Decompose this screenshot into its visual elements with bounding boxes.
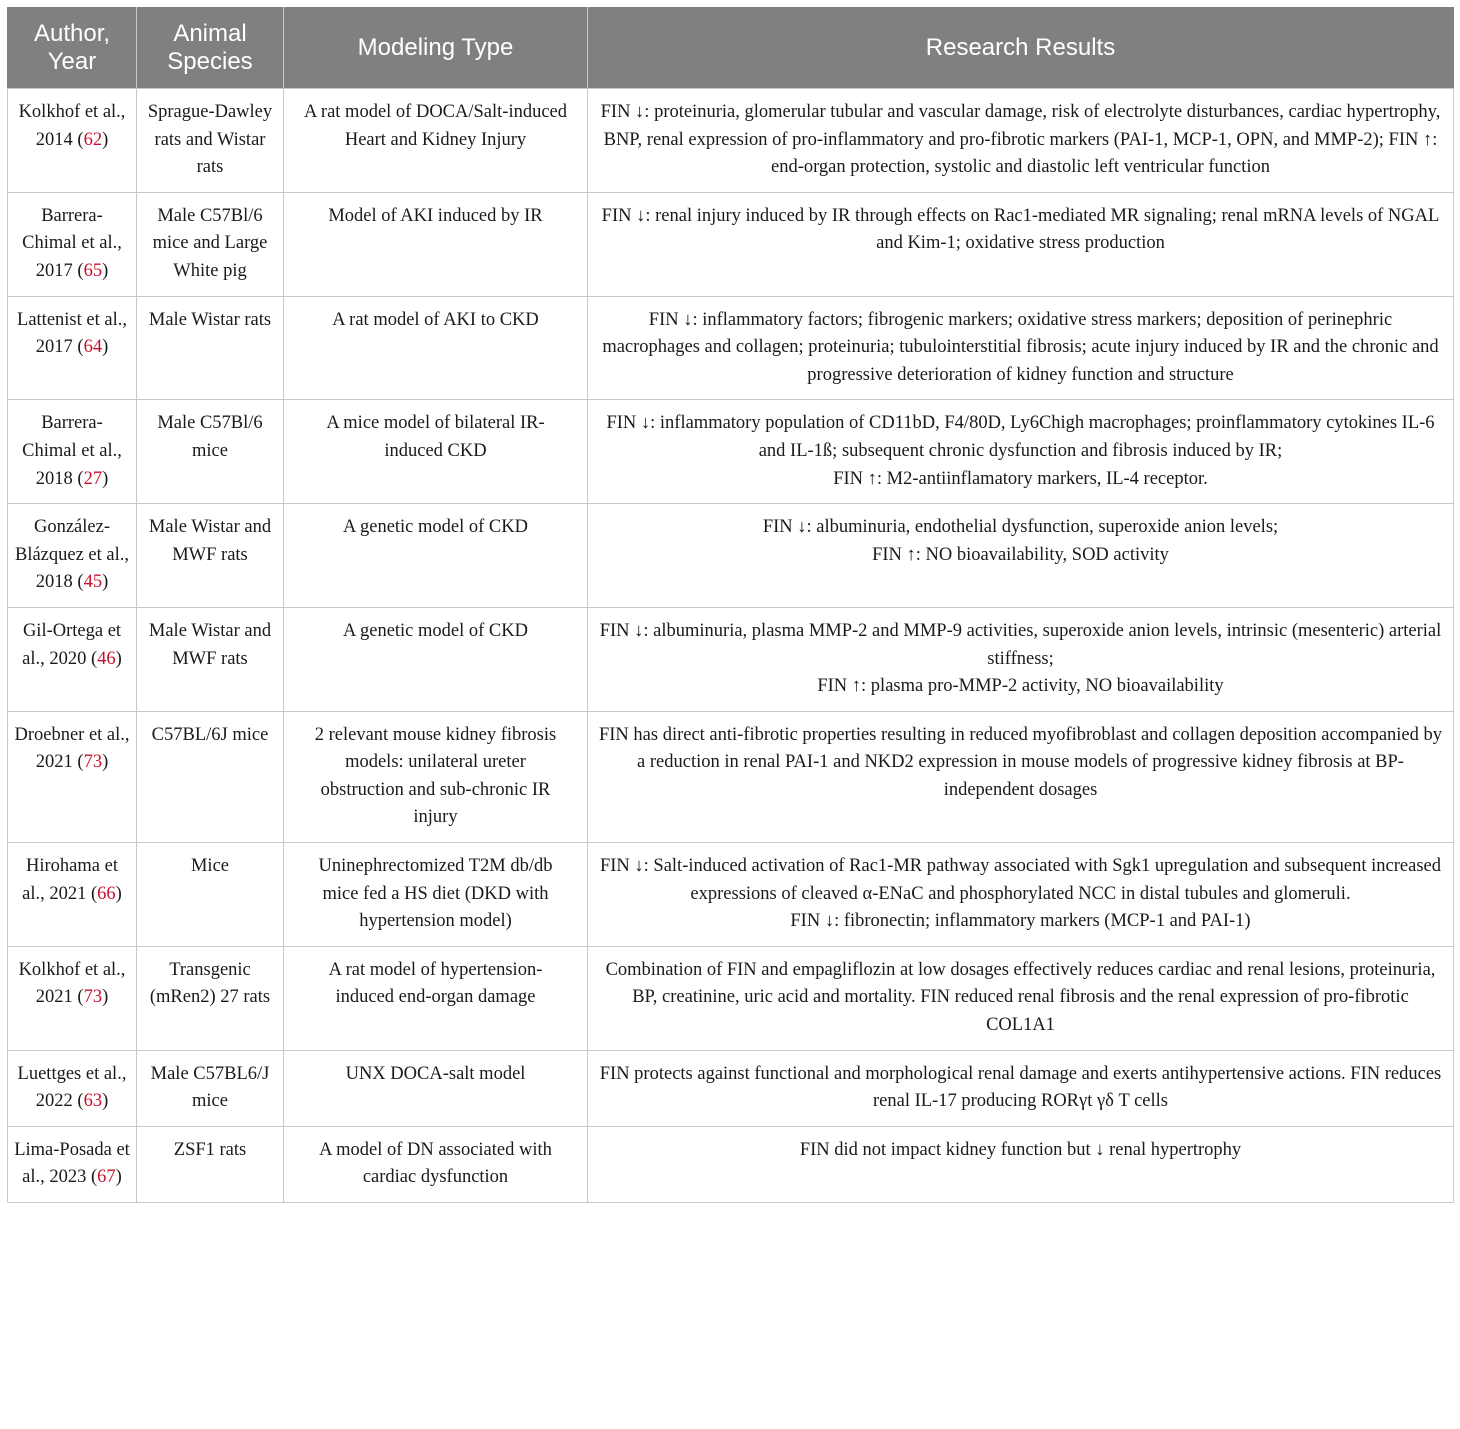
result-line: FIN ↓: albuminuria, endothelial dysfunction, superoxide anion levels; [762, 517, 1279, 538]
author-year-cell: Hirohama et al., 2021 (66) [8, 843, 137, 947]
header-author-year: Author, Year [8, 7, 137, 89]
table-row [8, 711, 1454, 842]
reference-link[interactable]: 27 [83, 468, 103, 489]
animal-species-cell: Male Wistar rats [137, 296, 284, 400]
reference-link[interactable]: 63 [83, 1091, 103, 1112]
animal-species-cell: Sprague-Dawley rats and Wistar rats [137, 89, 284, 193]
table-row [8, 843, 1454, 947]
table-row [8, 89, 1454, 193]
result-line: FIN ↓: renal injury induced by IR through effects on Rac1-mediated MR signaling; renal mRNA levels of NGAL and Kim-1; oxidative stress production [601, 205, 1440, 254]
modeling-type-cell: Model of AKI induced by IR [284, 192, 588, 296]
result-line: FIN ↓: Salt-induced activation of Rac1-MR pathway associated with Sgk1 upregulation and subsequent increased expressions of cleaved α-ENaC and phosphorylated NCC in distal tubules and glomeruli. [599, 856, 1442, 904]
publication-year: 2017 [35, 260, 73, 281]
table-row [8, 504, 1454, 608]
author-year-cell: Droebner et al., 2021 (73) [8, 711, 137, 842]
result-line: FIN ↓: fibronectin; inflammatory markers (MCP-1 and PAI-1) [790, 911, 1251, 932]
result-line: FIN ↓: proteinuria, glomerular tubular and vascular damage, risk of electrolyte disturbances, cardiac hypertrophy, BNP, renal expression of pro-inflammatory and pro-fibrotic markers (PAI-1, MCP-1, OPN, and MMP-2); FIN ↑: end-organ protection, systolic and diastolic left ventricular function [600, 102, 1441, 178]
research-results-cell [588, 843, 1454, 947]
animal-species-cell: Male C57Bl/6 mice and Large White pig [137, 192, 284, 296]
result-line: FIN ↑: plasma pro-MMP-2 activity, NO bioavailability [817, 676, 1224, 697]
modeling-type-cell: A genetic model of CKD [284, 607, 588, 711]
modeling-type-cell: UNX DOCA-salt model [284, 1050, 588, 1126]
author-year-cell: Gil-Ortega et al., 2020 (46) [8, 607, 137, 711]
modeling-type-cell: A genetic model of CKD [284, 504, 588, 608]
research-results-cell [588, 400, 1454, 504]
reference-link[interactable]: 73 [83, 987, 103, 1008]
modeling-type-cell: A rat model of DOCA/Salt-induced Heart and Kidney Injury [284, 89, 588, 193]
author-year-cell: González-Blázquez et al., 2018 (45) [8, 504, 137, 608]
author-name: Lima-Posada et al., [14, 1139, 130, 1188]
research-results-cell [588, 1050, 1454, 1126]
animal-species-cell: Male C57Bl/6 mice [137, 400, 284, 504]
animal-species-cell: Male C57BL6/J mice [137, 1050, 284, 1126]
table-row [8, 296, 1454, 400]
result-line: FIN did not impact kidney function but ↓ renal hypertrophy [799, 1139, 1242, 1160]
author-name: Barrera-Chimal et al., [22, 205, 122, 254]
animal-species-cell: Transgenic (mRen2) 27 rats [137, 946, 284, 1050]
animal-species-cell: ZSF1 rats [137, 1126, 284, 1202]
modeling-type-cell: A rat model of AKI to CKD [284, 296, 588, 400]
publication-year: 2023 [49, 1167, 87, 1188]
result-line: FIN ↓: inflammatory population of CD11bD, F4/80D, Ly6Chigh macrophages; proinflammatory cytokines IL-6 and IL-1ß; subsequent chronic dysfunction and fibrosis induced by IR; [606, 413, 1435, 461]
result-line: FIN ↑: NO bioavailability, SOD activity [872, 544, 1169, 565]
research-results-cell [588, 296, 1454, 400]
publication-year: 2020 [49, 648, 87, 669]
author-year-cell: Lima-Posada et al., 2023 (67) [8, 1126, 137, 1202]
header-animal-species: Animal Species [137, 7, 284, 89]
author-year-cell: Barrera-Chimal et al., 2018 (27) [8, 400, 137, 504]
animal-species-cell: Male Wistar and MWF rats [137, 607, 284, 711]
reference-link[interactable]: 45 [83, 572, 103, 593]
modeling-type-cell: A model of DN associated with cardiac dysfunction [284, 1126, 588, 1202]
publication-year: 2021 [49, 883, 87, 904]
header-row [8, 7, 1454, 89]
author-name: Hirohama et al., [22, 856, 118, 904]
research-results-cell [588, 192, 1454, 296]
author-year-cell: Lattenist et al., 2017 (64) [8, 296, 137, 400]
table-header [8, 7, 1454, 89]
author-name: Barrera-Chimal et al., [22, 413, 122, 461]
author-name: González-Blázquez et al., [14, 517, 130, 565]
table-row [8, 1126, 1454, 1202]
author-name: Droebner et al., [14, 724, 130, 745]
reference-link[interactable]: 65 [83, 260, 103, 281]
author-year-cell: Kolkhof et al., 2014 (62) [8, 89, 137, 193]
reference-link[interactable]: 73 [83, 752, 103, 773]
publication-year: 2018 [35, 468, 73, 489]
research-results-cell [588, 607, 1454, 711]
table-body [8, 89, 1454, 1203]
modeling-type-cell: A rat model of hypertension-induced end-organ damage [284, 946, 588, 1050]
reference-link[interactable]: 46 [97, 648, 116, 669]
modeling-type-cell: A mice model of bilateral IR-induced CKD [284, 400, 588, 504]
author-name: Kolkhof et al., [18, 959, 126, 980]
animal-species-cell: C57BL/6J mice [137, 711, 284, 842]
publication-year: 2018 [35, 572, 73, 593]
reference-link[interactable]: 64 [83, 337, 103, 358]
publication-year: 2021 [35, 752, 73, 773]
result-line: FIN ↑: M2-antiinflamatory markers, IL-4 receptor. [833, 468, 1208, 489]
research-results-cell [588, 711, 1454, 842]
table-row [8, 400, 1454, 504]
reference-link[interactable]: 66 [97, 883, 116, 904]
animal-species-cell: Male Wistar and MWF rats [137, 504, 284, 608]
research-results-cell [588, 89, 1454, 193]
publication-year: 2014 [35, 129, 73, 150]
header-research-results: Research Results [588, 7, 1454, 89]
author-name: Kolkhof et al., [18, 102, 126, 122]
research-results-cell [588, 1126, 1454, 1202]
result-line: FIN protects against functional and morphological renal damage and exerts antihypertensive actions. FIN reduces renal IL-17 producing RORγt γδ T cells [599, 1063, 1442, 1112]
author-name: Lattenist et al., [17, 309, 127, 330]
animal-species-cell: Mice [137, 843, 284, 947]
author-year-cell: Kolkhof et al., 2021 (73) [8, 946, 137, 1050]
author-year-cell: Barrera-Chimal et al., 2017 (65) [8, 192, 137, 296]
research-results-cell [588, 946, 1454, 1050]
reference-link[interactable]: 62 [83, 129, 103, 150]
modeling-type-cell: 2 relevant mouse kidney fibrosis models: unilateral ureter obstruction and sub-chronic IR injury [284, 711, 588, 842]
table-row [8, 946, 1454, 1050]
author-name: Luettges et al., [17, 1063, 127, 1084]
reference-link[interactable]: 67 [97, 1167, 116, 1188]
header-modeling-type: Modeling Type [284, 7, 588, 89]
research-results-cell [588, 504, 1454, 608]
table-row [8, 1050, 1454, 1126]
publication-year: 2022 [35, 1091, 73, 1112]
table-row [8, 607, 1454, 711]
modeling-type-cell: Uninephrectomized T2M db/db mice fed a HS diet (DKD with hypertension model) [284, 843, 588, 947]
result-line: Combination of FIN and empagliflozin at low dosages effectively reduces cardiac and renal lesions, proteinuria, BP, creatinine, uric acid and mortality. FIN reduced renal fibrosis and the renal expression of pro-fibrotic COL1A1 [605, 959, 1436, 1036]
research-table [7, 7, 1454, 1203]
result-line: FIN has direct anti-fibrotic properties resulting in reduced myofibroblast and collagen deposition accompanied by a reduction in renal PAI-1 and NKD2 expression in mouse models of progressive kidney fibrosis at BP-independent dosages [598, 724, 1443, 800]
publication-year: 2017 [35, 337, 73, 358]
publication-year: 2021 [35, 987, 73, 1008]
table-row [8, 192, 1454, 296]
author-name: Gil-Ortega et al., [22, 620, 122, 669]
result-line: FIN ↓: inflammatory factors; fibrogenic markers; oxidative stress markers; deposition of perinephric macrophages and collagen; proteinuria; tubulointerstitial fibrosis; acute injury induced by IR and the chronic and progressive deterioration of kidney function and structure [602, 309, 1439, 385]
result-line: FIN ↓: albuminuria, plasma MMP-2 and MMP-9 activities, superoxide anion levels, intrinsic (mesenteric) arterial stiffness; [599, 620, 1442, 669]
author-year-cell: Luettges et al., 2022 (63) [8, 1050, 137, 1126]
